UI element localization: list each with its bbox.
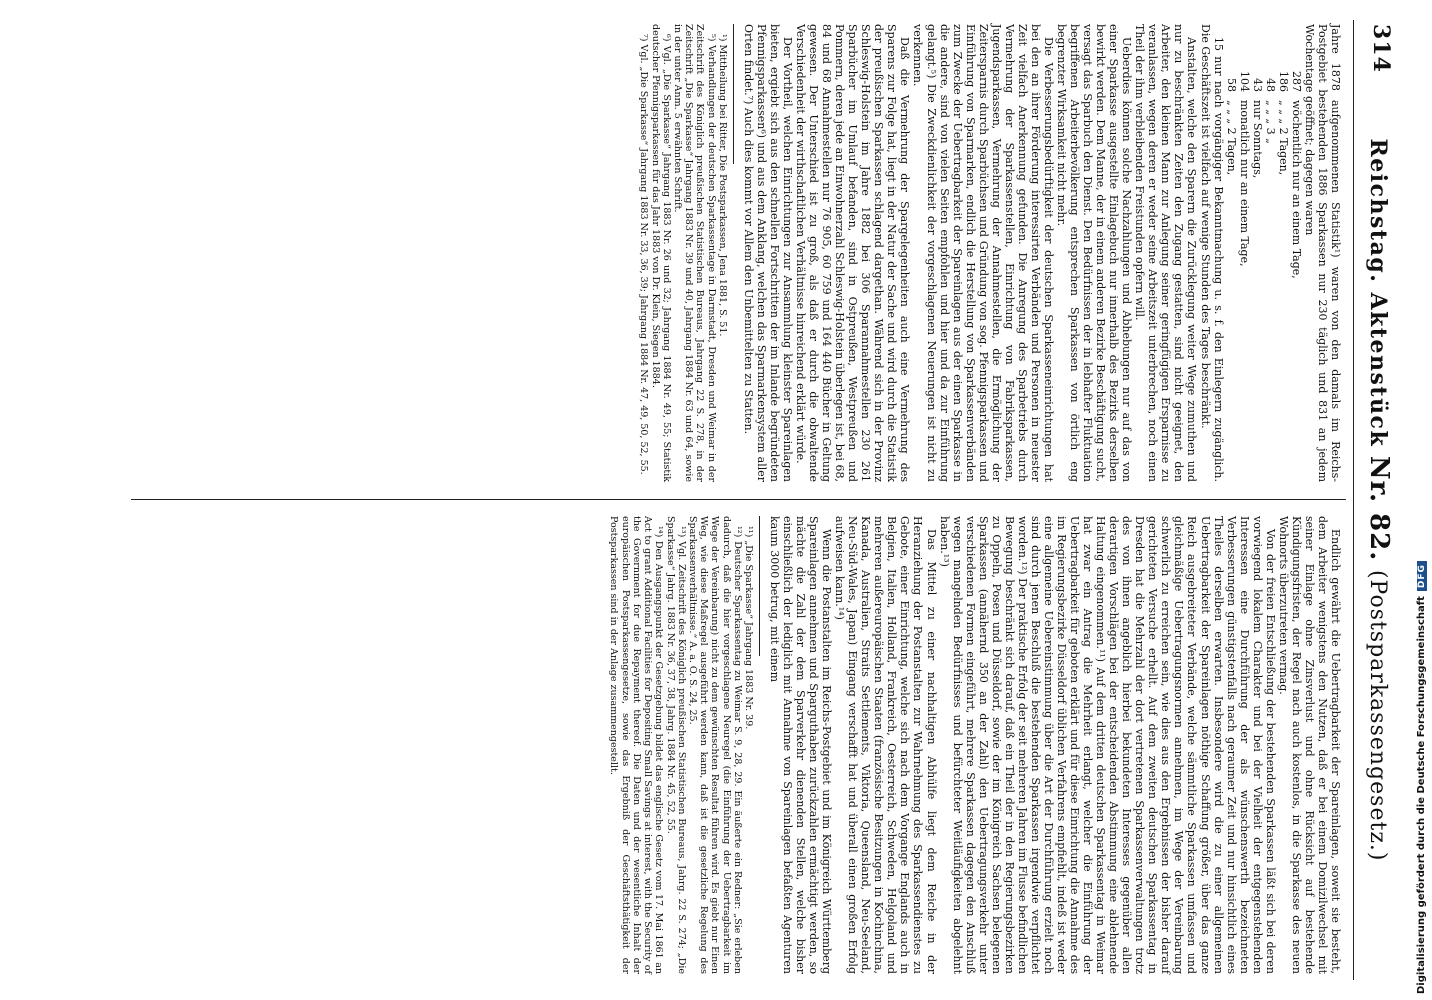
- tally-text: „ „ „ 2 Tagen,: [1276, 100, 1290, 176]
- footnote: ⁶) Vgl. „Die Sparkasse“ Jahrgang 1883 Nr. 26 und 32; Jahrgang 1884 Nr. 49, 55; Statistik deutscher Pfennigsparkassen für das Jahr 1883 von Dr. Klein, Siegen 1884.: [649, 24, 672, 482]
- sparkassen-tally: [1225, 62, 1303, 482]
- tally-count: 104: [1237, 71, 1251, 92]
- paragraph: Wenn die Postanstalten im Reichs-Postgebiet und im Königreich Württemberg Spareinlagen annehmen und Sparguthaben zurückzahlen ermächtigt werden, so mächte die Zahl der dem Sparverkehr dienenden Stellen, welche bisher einschließlich der lediglich mit Annahme von Spareinlagen befaßten Agenturen kaum 3000 betrug, mit einem: [767, 516, 834, 974]
- title-number: Nr. 82.: [1364, 455, 1394, 562]
- rotated-page: [92, 10, 1412, 990]
- footnote: ¹³) Vgl. Zeitschrift des Königlich preußischen Statistischen Bureaus, Jahrg. 22 S. 274; „Die Sparkasse“ Jahrg. 1883 Nr. 36, 37, 38, Jahrg. 1884 Nr. 45, 52, 55.: [664, 516, 687, 974]
- paragraph: 15 nur nach vorgängiger Bekanntmachung u. s. f. den Einlegern zugänglich. Die Geschäftszeit ist vielfach auf wenige Stunden des Tages beschränkt.: [1198, 24, 1225, 482]
- right-column: [608, 516, 1342, 974]
- tally-count: 48: [1263, 78, 1277, 92]
- page-number: 314: [1368, 24, 1394, 73]
- tally-text: monatlich nur an einem Tage,: [1237, 100, 1251, 267]
- left-column: [638, 24, 1342, 482]
- paragraph: Anstalten, welche den Sparern die Zurücklegung weiter Wege zumuthen und nur zu beschränkten Zeiten den Zugang gestatten, sind nicht geeignet, den Arbeiter, den kleinen Mann zur Anlegung seiner geringfügigen Ersparnisse zu veranlassen, wegen deren er weder seine Arbeitszeit unterbrechen, noch einen Theil der ihm verbleibenden Freistunden opfern will.: [1133, 24, 1199, 482]
- column-divider: [131, 499, 1346, 500]
- tally-count: 287: [1289, 71, 1303, 92]
- tally-row: [1290, 62, 1303, 482]
- paragraph: Die Verbesserungsbedürftigkeit der deutschen Sparkasseneinrichtungen hat bei den an ihrer Förderung interessirten Verbänden und Personen in neuester Zeit vielfach Anerkennung gefunden. Die Anregung des Sparbetriebs durch Vermehrung der Sparkassenstellen, Einrichtung von Fabriksparkassen, Jugendsparkassen, Vermehrung der Annahmestellen, die Ermöglichung der Zeitersparnis durch Sparbüchsen und Gründung von sog. Pfennigsparkassen und Einführung von Sparmarken, endlich die Herstellung von Sparkassenverbänden zum Zwecke der Uebertragbarkeit der Spareinlagen aus der einen Sparkasse in die andere, sind von vielen Seiten empfohlen und hier und da zur Einführung gelangt.⁵) Die Zweckdienlichkeit der vorgeschlagenen Neuerungen ist nicht zu verkennen.: [911, 24, 1055, 482]
- title-right: (Postsparkassengesetz.): [1365, 569, 1390, 862]
- footnote: ¹²) Deutscher Sparkassentag zu Weimar S. 9, 28, 29. Ein äußerte ein Redner: „Sie erleben dadurch, daß die hier vorgeschlagene Neuregel (die Einführung der Uebertragbarkeit im Wege der Vereinbarung) nicht zu dem gewünschten Resultat führen wird. Es giebt nur Einen Weg, wie diese Maßregel ausgeführt werden kann, daß ist die gesetzliche Regelung des Sparkassenverhältnisse.“ A. a. O. S. 24, 25.: [686, 516, 743, 974]
- tally-row: [1251, 62, 1264, 482]
- digitization-credit: [1416, 561, 1427, 994]
- title-left: Reichstag. Aktenstück: [1365, 138, 1391, 448]
- paragraph: Von der freien Entschließung der bestehenden Sparkassen läßt sich bei deren vorwiegend lokalem Charakter und bei der Vielheit der entgegenstehenden Interessen eine Durchführung der als wünschenswerth bezeichneten Verbesserungen günstigstenfalls nach geraumer Zeit und nur hinsichtlich eines Theiles derselben erwarten. Insbesondere wird die zu einer allgemeinen Uebertragbarkeit der Spareinlagen nöthige Schaffung größer, über das ganze Reich ausgebreiteter Verbände, welche sämmtliche Sparkassen umfassen und gleichmäßige Uebertragungsnormen annehmen, im Wege der Vereinbarung schwerlich zu erreichen sein, wie dies aus den Ergebnissen der bisher darauf gerichteten Versuche erhellt. Auf dem zweiten deutschen Sparkassentag in Dresden hat die Mehrzahl der dort vertretenen Sparkassenverwaltungen trotz des von ihnen angeblich hierbei bekundeten Interesses gegenüber allen derartigen Vorschlägen bei der entscheidenden Abstimmung eine ablehnende Haltung eingenommen.¹¹) Auf dem dritten deutschen Sparkassentag in Weimar hat zwar ein Antrag die Mehrheit erlangt, welcher die Einführung der Uebertragbarkeit für geboten erklärt und für diese Einrichtung die Annahme des im Regierungsbezirke Düsseldorf üblichen Verfahrens empfiehlt, indeß ist weder eine allgemeine Uebereinstimmung über die Art der Durchführung erzielt noch sind durch jenen Beschluß die bestehenden Sparkassen irgendwie verpflichtet worden.¹²) Der praktische Erfolg der seit mehreren Jahren im Flusse befindlichen Bewegung beschränkt sich darauf, daß ein Theil der in den Regierungsbezirken zu Oppeln, Posen und Düsseldorf, sowie der im Königreich Sachsen belegenen Sparkassen (annähernd 350 an der Zahl) den Uebertragungsverkehr unter verschiedenen Formen eingeführt, mehrere Sparkassen dagegen den Anschluß wegen mangelnden Bedürfnisses und befürchteter Weitläufigkeiten abgelehnt haben.¹³): [937, 516, 1277, 974]
- credit-text: Digitalisierung gefördert durch die Deutsche Forschungsgemeinschaft: [1416, 596, 1427, 994]
- footnote-rule: [759, 516, 760, 656]
- footnote: ¹⁴) Den Ausgangspunkt der Gesetzgebung bildet das englische Gesetz vom 17. Mai 1861 an Act to grant Additional Facilities for Depositing Small Savings at interest, with the Security of the Government for due Repayment thereof. Die Daten und der wesentliche Inhalt der europäischen Postsparkassengesetze, sowie das Ergebniß der Geschäftsthätigkeit der Postsparkassen sind in der Anlage zusammengestellt.: [608, 516, 665, 974]
- footnotes: [638, 24, 728, 482]
- paragraph: Jahre 1878 aufgenommenen Statistik¹) waren von den damals im Reichs-Postgebiet bestehenden 1886 Sparkassen nur 230 täglich und 831 an jedem Wochentage geöffnet; dagegen waren: [1302, 24, 1342, 482]
- tally-row: [1238, 62, 1251, 482]
- footnote: ¹) Mittheilung bei Ritter, Die Postsparkassen, Jena 1881, S. 51.: [716, 34, 728, 337]
- header-rule: [1353, 20, 1354, 980]
- tally-text: „ „ „ 2 Tagen,: [1224, 100, 1238, 176]
- page-title: [1364, 10, 1394, 990]
- tally-count: 43: [1250, 78, 1264, 92]
- footnote: ¹¹) „Die Sparkasse“ Jahrgang 1883 Nr. 39.: [742, 526, 754, 730]
- tally-text: wöchentlich nur an einem Tage,: [1289, 100, 1303, 279]
- running-head: [1360, 10, 1394, 990]
- tally-text: „ „ „ 3 „: [1263, 100, 1277, 144]
- footnote: ⁵) Verhandlungen der deutschen Sparkassentage in Darmstadt, Dresden und Weimar in der Zeitschrift des Königlich preußischen Statistischen Bureaus, Jahrgang 22 S. 278, in der Zeitschrift „Die Sparkasse“ Jahrgang 1883 Nr. 39 und 40, Jahrgang 1884 Nr. 63 und 64, sowie in der unter Anm. 5 erwähnten Schrift.: [672, 24, 717, 482]
- paragraph: Ueberdies können solche Nachzahlungen und Abhebungen nur auf das von einer Sparkasse ausgestellte Einlagebuch nur innerhalb des Bezirks derselben bewirkt werden. Dem Manne, der in einem anderen Bezirke Beschäftigung sucht, versagt das Sparbuch den Dienst. Den Bedürfnissen der in lebhafter Fluktuation begriffenen Arbeiterbevölkerung entsprechen Sparkassen von örtlich eng begrenzter Wirksamkeit nicht mehr.: [1055, 24, 1134, 482]
- paragraph: Daß die Vermehrung der Spargelegenheiten auch eine Vermehrung des Sparens zur Folge hat, liegt in der Natur der Sache und wird durch die Statistik der preußischen Sparkassen schlagend dargethan. Während sich in der Provinz Schleswig-Holstein im Jahre 1882 bei 306 Sparannahmestellen 230 261 Sparbücher im Umlauf befanden, sind in Ostpreußen, Westpreußen und Pommern, deren jede an Einwohnerzahl Schleswig-Holstein überlegen ist, bei 68, 84 und 68 Annahmestellen nur 76 905, 60 759 und 164 440 Bücher in Geltung gewesen. Der Unterschied ist zu groß, als daß er durch die obwaltende Verschiedenheit der wirthschaftlichen Verhältnisse hinreichend erklärt würde.: [794, 24, 912, 482]
- paragraph: Der Vortheil, welchen Einrichtungen zur Ansammlung kleinster Spareinlagen bieten, ergiebt sich aus den schnellen Fortschritten der im Inlande begründeten Pfennigsparkassen⁶) und aus dem Anklang, welchen das Sparmarkensystem aller Orten findet.⁷) Auch dies kommt vor Allem den Unbemittelten zu Statten.: [741, 24, 795, 482]
- tally-row: [1264, 62, 1277, 482]
- tally-count: 58: [1224, 78, 1238, 92]
- paragraph: Endlich gewährt die Uebertragbarkeit der Spareinlagen, soweit sie besteht, dem Arbeiter wenigstens den Nutzen, daß er bei einem Domizilwechsel mit seiner Einlage ohne Zinsverlust und ohne Rücksicht auf bestehende Kündigungsfristen, der Regel nach auch kostenlos, in die Sparkasse des neuen Wohnorts überzutreten vermag.: [1276, 516, 1342, 974]
- paragraph: Das Mittel zu einer nachhaltigen Abhülfe liegt dem Reiche in der Heranziehung der Postanstalten zur Wahrnehmung des Sparkassendienstes zu Gebote, einer Einrichtung, welche sich nach dem Vorgange Englands auch in Belgien, Italien, Holland, Frankreich, Oesterreich, Schweden, Helgoland und mehreren außereuropäischen Staaten (französische Besitzungen in Kochinchina, Kanada, Australien, Straits Settlements, Viktoria, Queensland, Neu-Seeland, Neu-Süd-Wales, Japan) Eingang verschafft hat und überall einen großen Erfolg aufweisen kann.¹⁴): [833, 516, 938, 974]
- footnotes: [608, 516, 754, 974]
- dfg-logo: DFG: [1417, 561, 1427, 591]
- tally-count: 186: [1276, 71, 1290, 92]
- tally-row: [1225, 62, 1238, 482]
- footnote: ⁷) Vgl. „Die Sparkasse“ Jahrgang 1883 Nr. 33, 36, 39; Jahrgang 1884 Nr. 47, 49, 50, 52, 55.: [638, 34, 650, 475]
- tally-text: nur Sonntags,: [1250, 100, 1264, 179]
- footnote-rule: [733, 24, 734, 164]
- tally-row: [1277, 62, 1290, 482]
